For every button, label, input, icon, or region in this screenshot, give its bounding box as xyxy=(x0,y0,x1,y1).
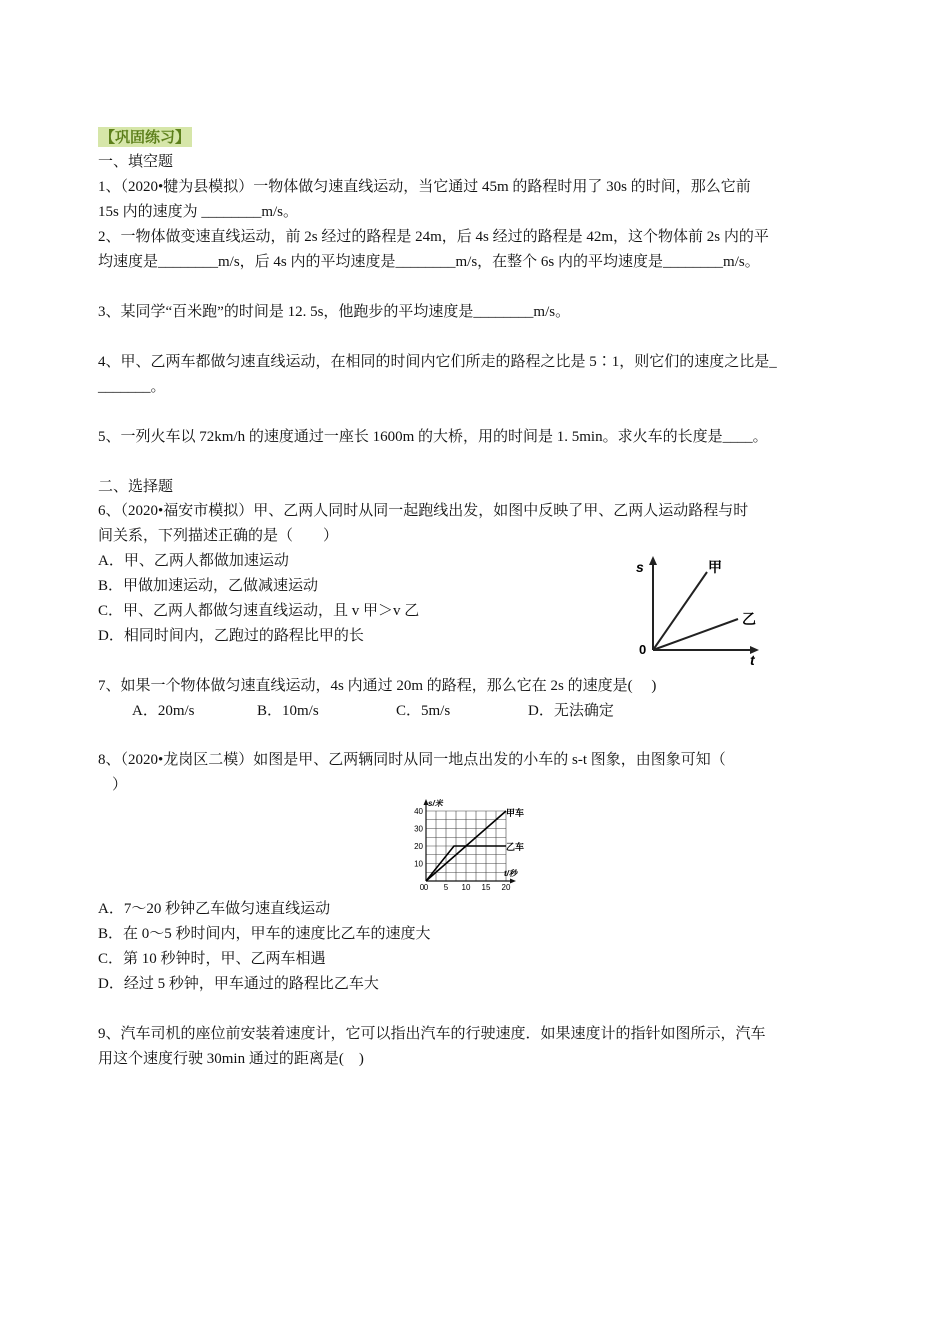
q6-line-a xyxy=(653,572,707,650)
q8-x-arrow xyxy=(510,879,516,884)
q1-line2: 15s 内的速度为 ________m/s。 xyxy=(98,204,299,220)
part1-title: 一、填空题 xyxy=(98,154,174,170)
q8-x-tick-label: 15 xyxy=(481,883,491,892)
section-tag: 【巩固练习】 xyxy=(100,128,191,146)
q6-origin-label: 0 xyxy=(639,642,647,657)
q6-line1: 6、（2020•福安市模拟）甲、乙两人同时从同一起跑线出发，如图中反映了甲、乙两人运动路程与时 xyxy=(98,503,749,519)
q8-option-d: D．经过 5 秒钟，甲车通过的路程比乙车大 xyxy=(98,976,379,992)
q6-st-graph xyxy=(630,550,770,670)
q6-y-label: s xyxy=(636,559,644,575)
q5-line1: 5、一列火车以 72km/h 的速度通过一座长 1600m 的大桥，用的时间是 1. 5min。求火车的长度是____。 xyxy=(98,429,768,445)
q1-line1: 1、（2020•犍为县模拟）一物体做匀速直线运动，当它通过 45m 的路程时用了 30s 的时间，那么它前 xyxy=(98,179,751,195)
q7-option-d: D．无法确定 xyxy=(528,703,614,719)
q6-option-b: B．甲做加速运动，乙做减速运动 xyxy=(98,578,319,594)
q8-origin-label: 0 xyxy=(419,883,425,892)
q7-option-a: A．20m/s xyxy=(132,703,195,719)
q6-option-a: A．甲、乙两人都做加速运动 xyxy=(98,553,289,569)
q8-option-a: A．7～20 秒钟乙车做匀速直线运动 xyxy=(98,901,331,917)
q8-x-tick-label: 10 xyxy=(461,883,471,892)
q8-x-tick-label: 5 xyxy=(443,883,449,892)
part2-title: 二、选择题 xyxy=(98,479,174,495)
q8-y-tick-label: 30 xyxy=(414,824,423,834)
q8-st-chart xyxy=(408,795,538,895)
q8-series-yi-label: 乙车 xyxy=(506,842,525,852)
q8-series-jia-label: 甲车 xyxy=(506,808,525,818)
q9-line1: 9、汽车司机的座位前安装着速度计，它可以指出汽车的行驶速度．如果速度计的指针如图所示，汽车 xyxy=(98,1026,766,1042)
q8-x-axis-label: t/秒 xyxy=(504,869,517,878)
q2-line1: 2、一物体做变速直线运动，前 2s 经过的路程是 24m，后 4s 经过的路程是 42m，这个物体前 2s 内的平 xyxy=(98,229,769,245)
q6-x-label: t xyxy=(750,652,755,668)
q3-line1: 3、某同学“百米跑”的时间是 12. 5s，他跑步的平均速度是________m/s。 xyxy=(98,304,571,320)
q8-line2: ） xyxy=(112,777,128,793)
q8-y-axis-label: s/米 xyxy=(428,799,443,808)
q7-line1: 7、如果一个物体做匀速直线运动，4s 内通过 20m 的路程，那么它在 2s 的速度是( ) xyxy=(98,678,657,694)
q6-line-b-label: 乙 xyxy=(742,611,756,627)
q8-x-tick-label: 20 xyxy=(501,883,511,892)
q6-option-d: D．相同时间内，乙跑过的路程比甲的长 xyxy=(98,628,364,644)
q7-option-b: B．10m/s xyxy=(257,703,319,719)
q6-line2: 间关系，下列描述正确的是（ ） xyxy=(98,528,339,544)
q8-y-tick-label: 10 xyxy=(414,859,423,869)
q6-line-b xyxy=(653,619,738,650)
q6-option-c: C．甲、乙两人都做匀速直线运动，且 v 甲＞v 乙 xyxy=(98,603,420,619)
q7-option-c: C．5m/s xyxy=(396,703,451,719)
q8-option-b: B．在 0～5 秒时间内，甲车的速度比乙车的速度大 xyxy=(98,926,431,942)
q9-line2: 用这个速度行驶 30min 通过的距离是( ) xyxy=(98,1051,364,1067)
q6-y-arrow xyxy=(649,556,657,565)
q8-x-tick-label: 0 xyxy=(423,883,429,892)
q6-line-a-label: 甲 xyxy=(708,559,722,575)
q4-line2: _______。 xyxy=(98,379,166,395)
q4-line1: 4、甲、乙两车都做匀速直线运动，在相同的时间内它们所走的路程之比是 5∶1，则它们的速度之比是_ xyxy=(98,354,777,370)
q2-line2: 均速度是________m/s，后 4s 内的平均速度是________m/s，在整个 6s 内的平均速度是________m/s。 xyxy=(98,254,760,270)
q8-y-tick-label: 20 xyxy=(414,842,423,851)
q8-y-tick-label: 40 xyxy=(414,807,423,816)
q8-line1: 8、（2020•龙岗区二模）如图是甲、乙两辆同时从同一地点出发的小车的 s-t 图象，由图象可知（ xyxy=(98,752,726,768)
q8-option-c: C．第 10 秒钟时，甲、乙两车相遇 xyxy=(98,951,326,967)
